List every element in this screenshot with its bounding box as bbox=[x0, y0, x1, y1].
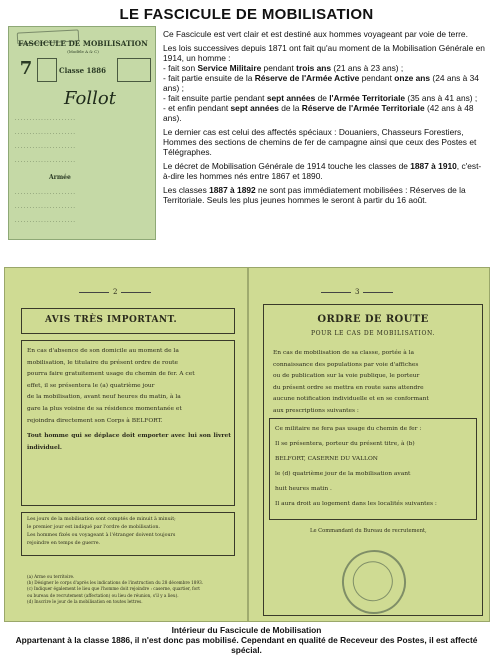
text-line: de la mobilisation, avant neuf heures du matin, à la bbox=[27, 394, 181, 401]
intro-paragraph: Les classes 1887 à 1892 ne sont pas immédiatement mobilisées : Réserves de la Territoriale. Seuls les plus jeunes hommes le seront à partir du 16 août. bbox=[163, 185, 466, 205]
days-note bbox=[27, 516, 231, 548]
cover-line: . . . . . . . . . . . . . . . . . . . . . bbox=[15, 117, 75, 122]
page-title: LE FASCICULE DE MOBILISATION bbox=[119, 6, 374, 23]
cover-box-right bbox=[117, 58, 151, 82]
intro-list-item: - fait son Service Militaire pendant trois ans (21 ans à 23 ans) ; bbox=[163, 63, 404, 73]
cover-line: . . . . . . . . . . . . . . . . . . . . . bbox=[15, 159, 75, 164]
page-fold bbox=[247, 268, 249, 621]
intro-list-item: - fait ensuite partie pendant sept années de l'Armée Territoriale (35 ans à 41 ans) ; bbox=[163, 93, 478, 103]
cover-arme: Armée bbox=[49, 174, 71, 181]
text-line: le (d) quatrième jour de la mobilisation avant bbox=[275, 471, 411, 477]
text-line: Les hommes fixés ou voyageant à l'étranger doivent toujours bbox=[27, 533, 176, 538]
bold-note: Tout homme qui se déplace doit emporter avec lui son livret individuel. bbox=[27, 432, 231, 451]
cover-line: . . . . . . . . . . . . . . . . . . . . . bbox=[15, 145, 75, 150]
cover-number: 7 bbox=[19, 58, 33, 79]
intro-list-item: - fait partie ensuite de la Réserve de l'Armée Active pendant onze ans (24 ans à 34 ans) ; bbox=[163, 73, 479, 93]
text-line: (a) Arme ou territoire. bbox=[27, 574, 75, 579]
commandant-line: Le Commandant du Bureau de recrutement, bbox=[310, 528, 427, 534]
cover-header: FASCICULE DE MOBILISATION bbox=[18, 39, 148, 48]
intro-list-item: - et enfin pendant sept années de la Réserve de l'Armée Territoriale (42 ans à 48 ans). bbox=[163, 103, 474, 123]
text-line: effet, il se présentera le (a) quatrième jour bbox=[27, 382, 155, 389]
text-line: huit heures matin . bbox=[275, 486, 332, 492]
text-line: aux prescriptions suivantes : bbox=[273, 407, 359, 414]
text-line: connaissance des populations par voie d'affiches bbox=[273, 361, 419, 368]
left-page-text bbox=[27, 346, 231, 427]
route-text bbox=[275, 422, 475, 512]
intro-list bbox=[163, 63, 488, 123]
right-page-text bbox=[273, 348, 475, 418]
cover-box-left bbox=[37, 58, 57, 82]
text-line: aucune notification individuelle et en se conformant bbox=[273, 396, 429, 403]
text-line: Les jours de la mobilisation sont comptés de minuit à minuit; bbox=[27, 517, 176, 522]
fascicule-interior-image bbox=[4, 267, 490, 622]
text-line: rejoindra directement son Corps à BELFORT. bbox=[27, 417, 163, 424]
intro-text bbox=[163, 29, 488, 209]
fascicule-cover-image bbox=[8, 26, 156, 240]
footnotes bbox=[27, 574, 241, 605]
text-line: gare la plus voisine de sa résidence momentanée et bbox=[27, 405, 182, 412]
cover-classe: Classe 1886 bbox=[59, 66, 107, 75]
text-line: (c) Indiquer également le lieu que l'homme doit rejoindre : caserne, quartier, fort bbox=[27, 586, 200, 592]
text-line: Il aura droit au logement dans les localités suivantes : bbox=[275, 501, 437, 507]
text-line: du présent ordre se mettra en route sans attendre bbox=[273, 384, 424, 391]
intro-paragraph: Ce Fascicule est vert clair et est destiné aux hommes voyageant par voie de terre. bbox=[163, 29, 468, 39]
left-page-heading: AVIS TRÈS IMPORTANT. bbox=[45, 315, 178, 325]
caption-line: Intérieur du Fascicule de Mobilisation bbox=[171, 625, 322, 635]
text-line: BELFORT, CASERNE DU VALLON bbox=[275, 456, 378, 462]
caption bbox=[0, 625, 493, 655]
intro-paragraph: Les lois successives depuis 1871 ont fait qu'au moment de la Mobilisation Générale en 1914, un homme : bbox=[163, 43, 485, 63]
text-line: rejoindre en temps de guerre. bbox=[27, 541, 101, 546]
cover-line: . . . . . . . . . . . . . . . . . . . . . bbox=[15, 191, 75, 196]
cover-line: . . . . . . . . . . . . . . . . . . . . . bbox=[15, 205, 75, 210]
text-line: ou bureau de recrutement (affectation) ou lieu de réunion, s'il y a lieu). bbox=[27, 592, 179, 598]
cover-subtitle: (Modèle A & C) bbox=[67, 49, 99, 54]
intro-paragraph: Le décret de Mobilisation Générale de 1914 touche les classes de 1887 à 1910, c'est-à-dire les hommes nés entre 1867 et 1890. bbox=[163, 161, 482, 181]
right-page-number: 3 bbox=[317, 288, 397, 296]
text-line: (b) Désigner le corps d'après les indications de l'instruction du 28 décembre 1893. bbox=[27, 580, 204, 586]
text-line: En cas de mobilisation de sa classe, portée à la bbox=[273, 350, 414, 356]
text-line: Ce militaire ne fera pas usage du chemin de fer : bbox=[275, 426, 422, 432]
text-line: (d) Inscrire le jour de la mobilisation en toutes lettres. bbox=[27, 598, 143, 604]
caption-line: Appartenant à la classe 1886, il n'est donc pas mobilisé. Cependant en qualité de Receveur des Postes, il est affecté spécial. bbox=[15, 635, 478, 655]
cover-line: . . . . . . . . . . . . . . . . . . . . . bbox=[15, 219, 75, 224]
right-page-subheading: POUR LE CAS DE MOBILISATION. bbox=[311, 330, 435, 337]
text-line: mobilisation, le titulaire du présent ordre de route bbox=[27, 359, 179, 366]
intro-paragraph: Le dernier cas est celui des affectés spéciaux : Douaniers, Chasseurs Forestiers, Hommes des sections de chemins de fer de campagne ainsi que ceux des Postes et Télégraphes. bbox=[163, 127, 477, 157]
text-line: ou de publication sur la voie publique, le porteur bbox=[273, 373, 420, 380]
text-line: pourra faire gratuitement usage du chemin de fer. A cet bbox=[27, 371, 195, 378]
cover-line: . . . . . . . . . . . . . . . . . . . . . bbox=[15, 131, 75, 136]
text-line: Il se présentera, porteur du présent titre, à (b) bbox=[275, 441, 415, 447]
left-page-number: 2 bbox=[75, 288, 155, 296]
cover-name: Follot bbox=[64, 88, 116, 109]
text-line: le premier jour est indiqué par l'ordre de mobilisation. bbox=[27, 525, 160, 530]
text-line: En cas d'absence de son domicile au moment de la bbox=[27, 348, 179, 354]
right-page-heading: ORDRE DE ROUTE bbox=[317, 314, 429, 325]
